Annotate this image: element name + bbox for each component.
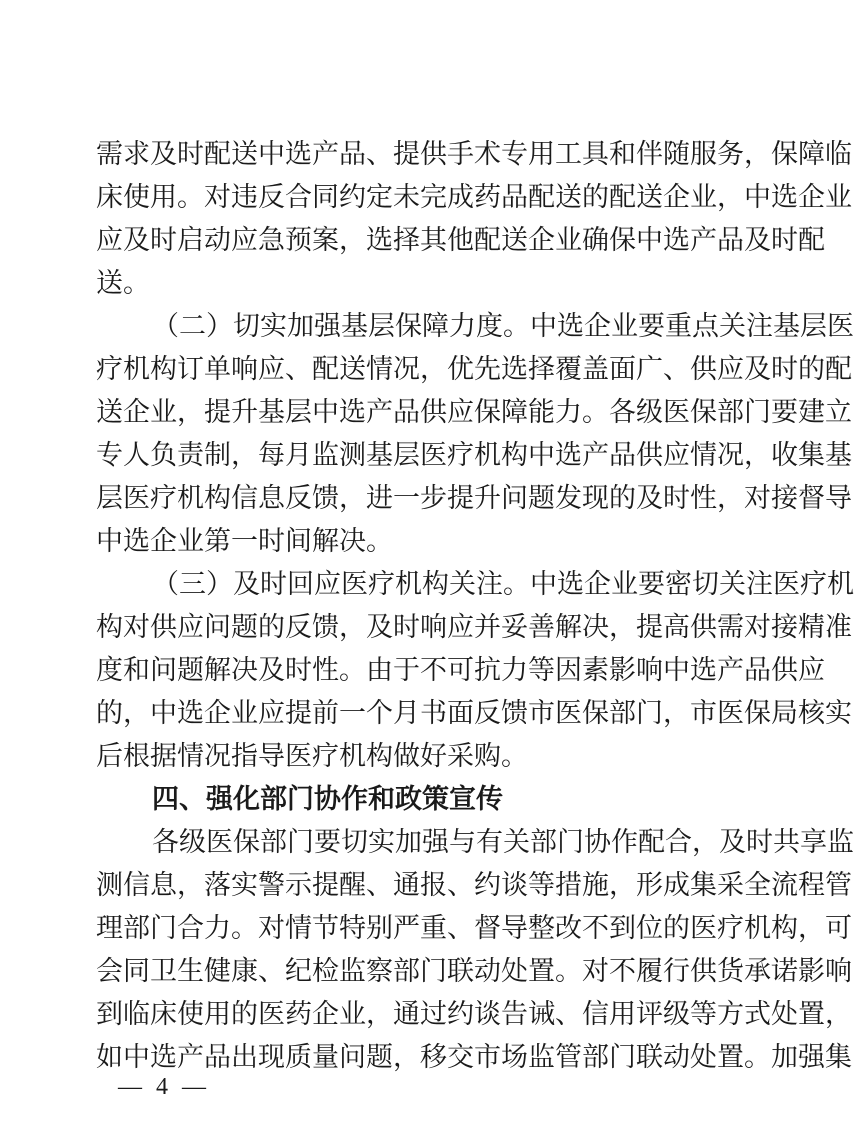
paragraph	[96, 305, 854, 563]
text-line: 床使用。对违反合同约定未完成药品配送的配送企业，中选企业	[96, 182, 852, 213]
text-line: 应及时启动应急预案，选择其他配送企业确保中选产品及时配	[96, 225, 825, 256]
text-line: 会同卫生健康、纪检监察部门联动处置。对不履行供货承诺影响	[96, 956, 852, 987]
text-line: 层医疗机构信息反馈，进一步提升问题发现的及时性，对接督导	[96, 483, 852, 514]
text-line: 到临床使用的医药企业，通过约谈告诫、信用评级等方式处置，	[96, 999, 852, 1030]
text-line: （三）及时回应医疗机构关注。中选企业要密切关注医疗机	[152, 569, 854, 600]
text-line: 中选企业第一时间解决。	[96, 526, 393, 557]
text-line: 各级医保部门要切实加强与有关部门协作配合，及时共享监	[152, 827, 854, 858]
section-heading	[96, 778, 694, 821]
text-line: 理部门合力。对情节特别严重、督导整改不到位的医疗机构，可	[96, 913, 852, 944]
paragraph	[96, 821, 854, 1079]
text-line: 测信息，落实警示提醒、通报、约谈等措施，形成集采全流程管	[96, 870, 852, 901]
page-number: — 4 —	[118, 1074, 210, 1100]
text-line: 的，中选企业应提前一个月书面反馈市医保部门，市医保局核实	[96, 698, 852, 729]
text-line: 送企业，提升基层中选产品供应保障能力。各级医保部门要建立	[96, 397, 852, 428]
document-body	[96, 133, 854, 1079]
text-line: 需求及时配送中选产品、提供手术专用工具和伴随服务，保障临	[96, 139, 852, 170]
text-line: （二）切实加强基层保障力度。中选企业要重点关注基层医	[152, 311, 854, 342]
text-line: 构对供应问题的反馈，及时响应并妥善解决，提高供需对接精准	[96, 612, 852, 643]
text-line: 如中选产品出现质量问题，移交市场监管部门联动处置。加强集	[96, 1042, 852, 1073]
text-line: 后根据情况指导医疗机构做好采购。	[96, 741, 528, 772]
paragraph	[96, 563, 854, 778]
text-line: 专人负责制，每月监测基层医疗机构中选产品供应情况，收集基	[96, 440, 852, 471]
text-line: 疗机构订单响应、配送情况，优先选择覆盖面广、供应及时的配	[96, 354, 852, 385]
paragraph	[96, 133, 852, 305]
text-line: 度和问题解决及时性。由于不可抗力等因素影响中选产品供应	[96, 655, 825, 686]
text-line: 四、强化部门协作和政策宣传	[152, 784, 503, 815]
text-line: 送。	[96, 268, 150, 299]
